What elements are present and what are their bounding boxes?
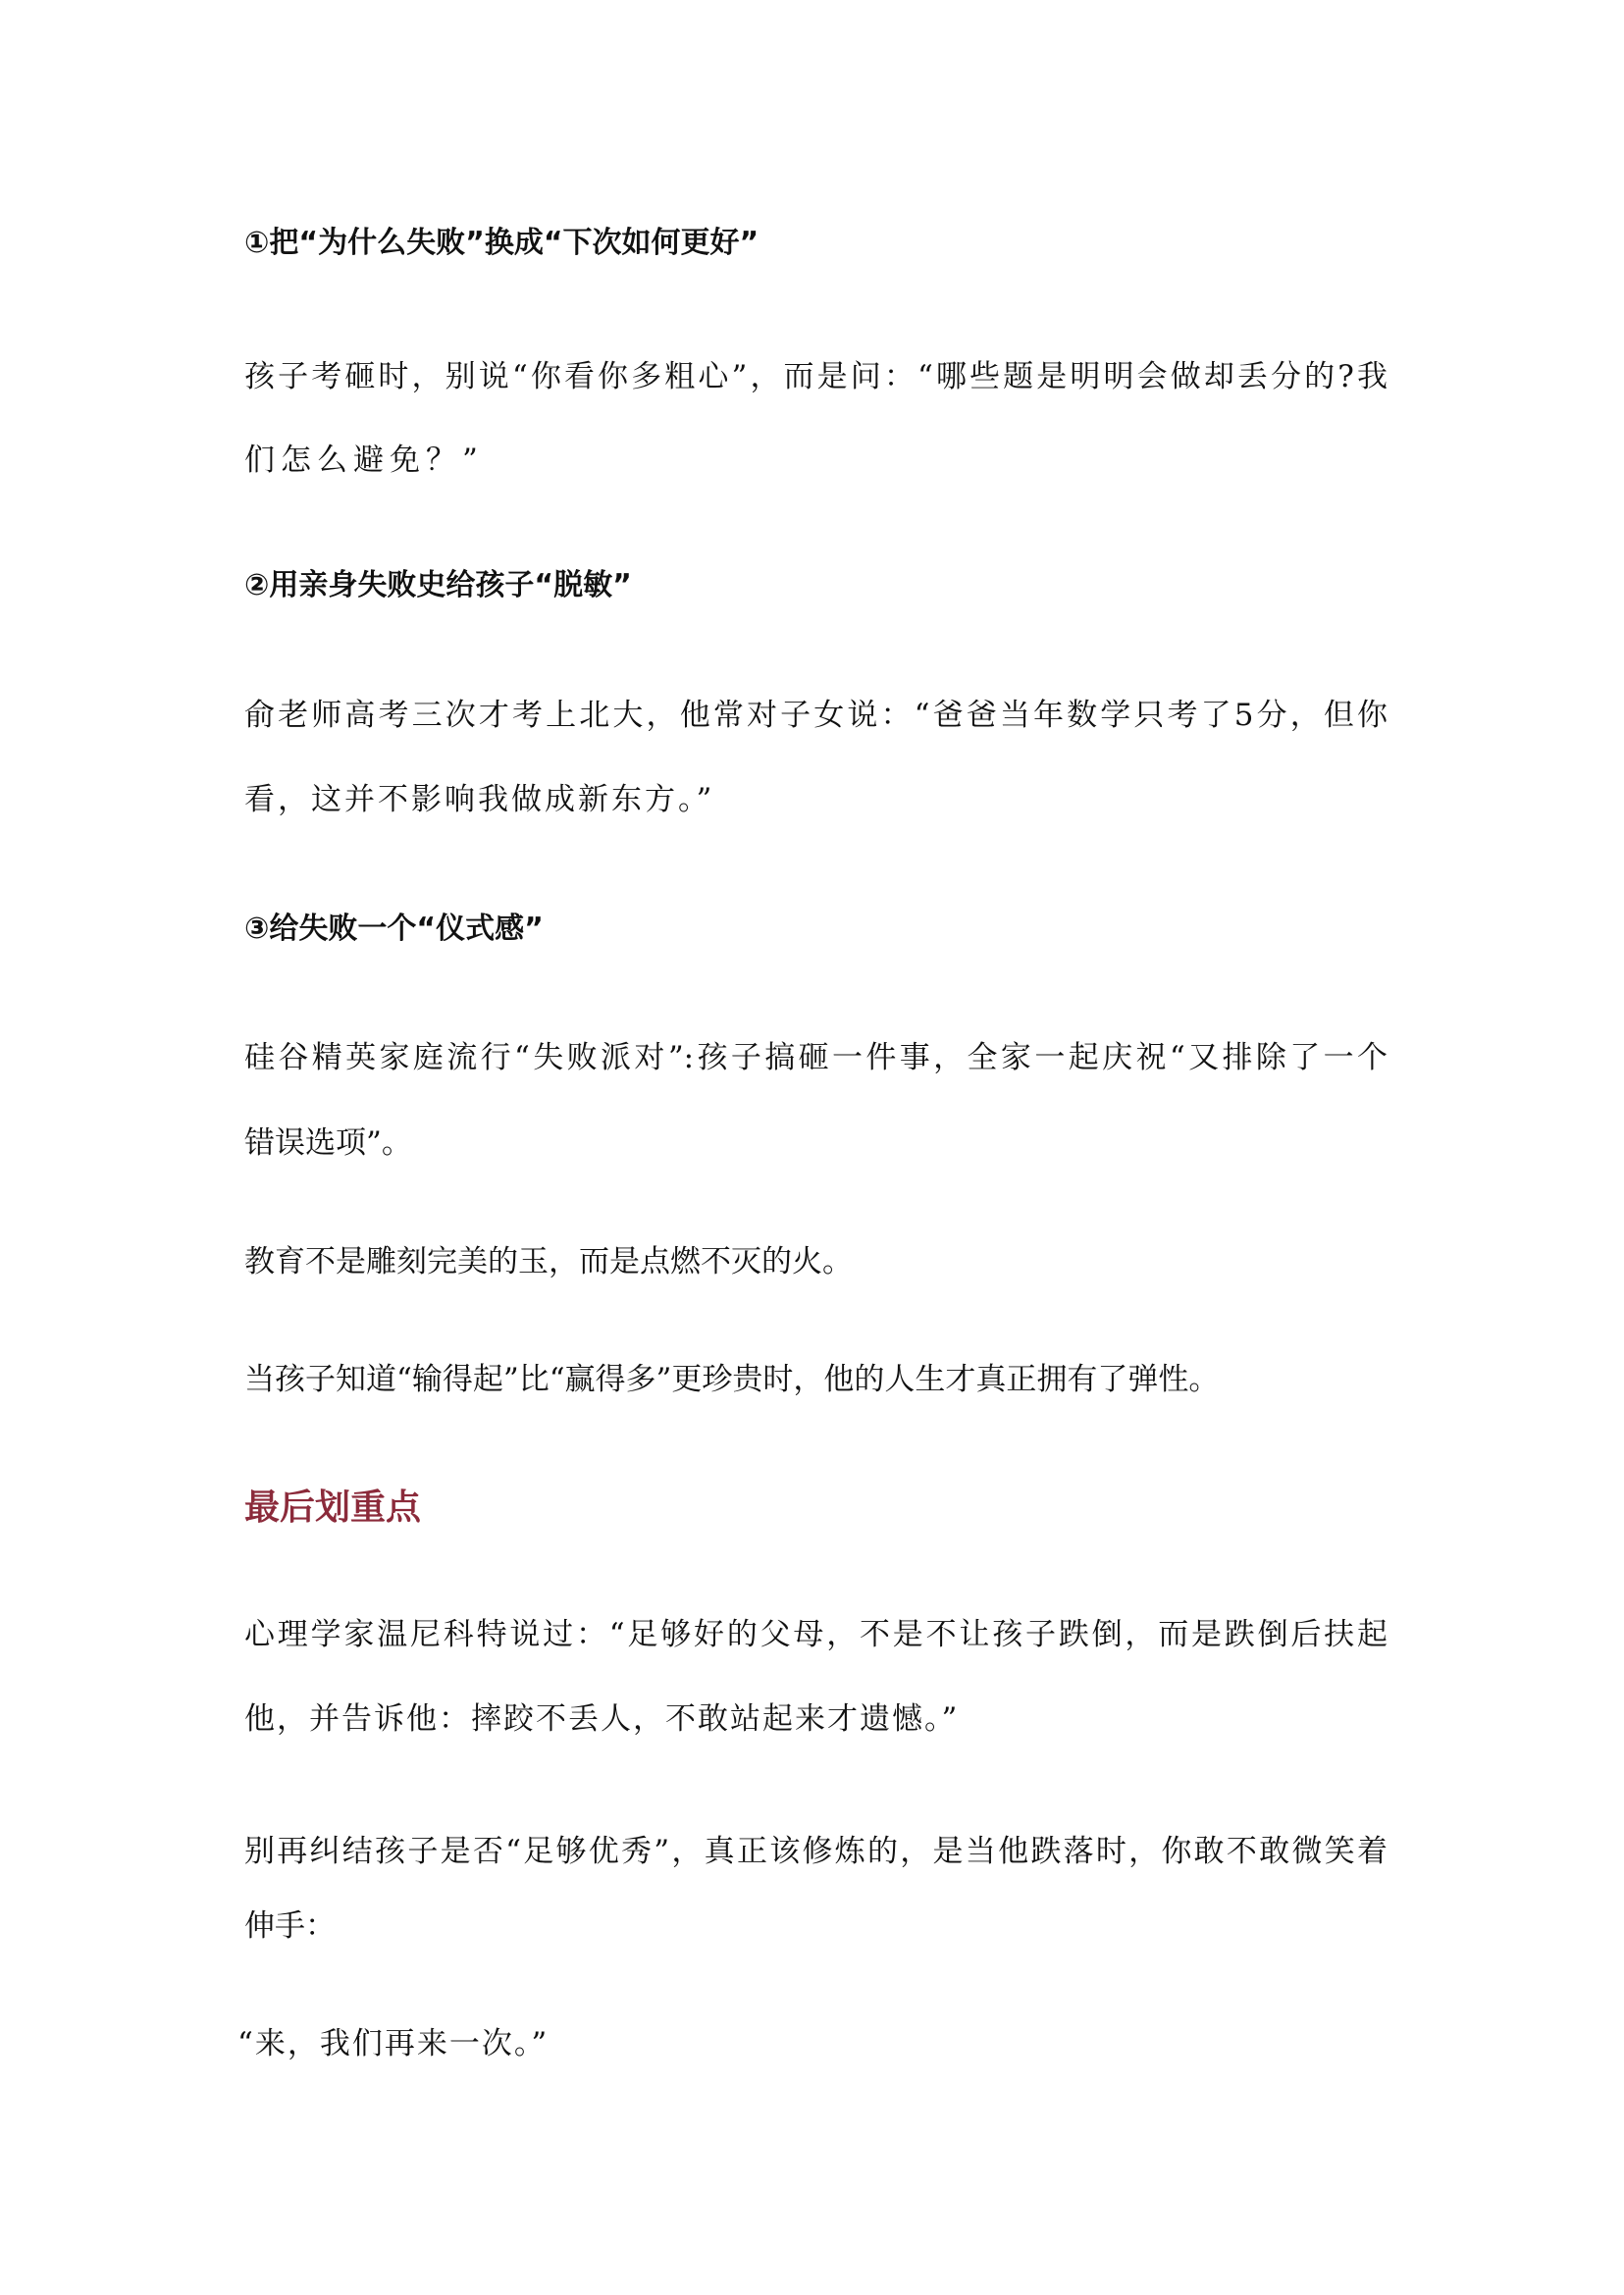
paragraph-line: 孩子考砸时，别说“你看你多粗心”，而是问：“哪些题是明明会做却丢分的?我 <box>244 359 1388 394</box>
paragraph-line: 硅谷精英家庭流行“失败派对”:孩子搞砸一件事，全家一起庆祝“又排除了一个 <box>244 1040 1388 1075</box>
section-heading-3: ③给失败一个“仪式感” <box>244 912 544 946</box>
closing-line-2: 当孩子知道“输得起”比“赢得多”更珍贵时，他的人生才真正拥有了弹性。 <box>244 1362 1220 1397</box>
advice-line: 别再纠结孩子是否“足够优秀”，真正该修炼的，是当他跌落时，你敢不敢微笑着 <box>244 1834 1388 1869</box>
section-heading-1: ①把“为什么失败”换成“下次如何更好” <box>244 226 760 260</box>
advice-line: 伸手： <box>244 1908 336 1944</box>
section-heading-2: ②用亲身失败史给孩子“脱敏” <box>244 568 632 602</box>
paragraph-line: 们怎么避免？” <box>244 443 484 478</box>
quote-line: 他，并告诉他：摔跤不丢人，不敢站起来才遗憾。” <box>244 1701 960 1737</box>
paragraph-line: 看，这并不影响我做成新东方。” <box>244 782 715 817</box>
quote-line: 心理学家温尼科特说过：“足够好的父母，不是不让孩子跌倒，而是跌倒后扶起 <box>244 1617 1388 1652</box>
paragraph-line: 错误选项”。 <box>244 1125 412 1161</box>
closing-line-1: 教育不是雕刻完美的玉，而是点燃不灭的火。 <box>244 1244 853 1279</box>
paragraph-line: 俞老师高考三次才考上北大，他常对子女说：“爸爸当年数学只考了5分，但你 <box>244 698 1388 733</box>
final-quote: “来，我们再来一次。” <box>237 2026 550 2061</box>
summary-title: 最后划重点 <box>244 1487 422 1528</box>
